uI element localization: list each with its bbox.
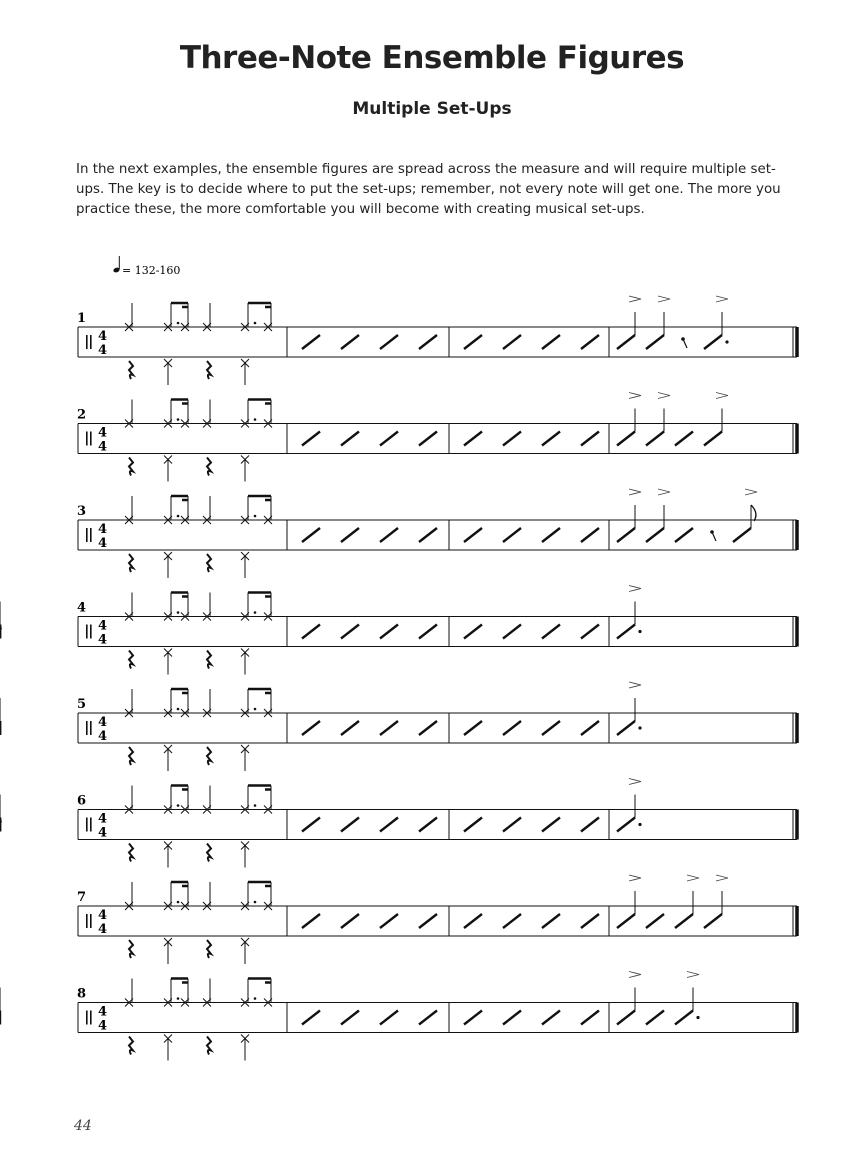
time-slash bbox=[542, 528, 560, 542]
time-signature-bottom: 4 bbox=[98, 343, 108, 358]
dot bbox=[254, 322, 257, 325]
time-signature-bottom: 4 bbox=[98, 536, 108, 551]
time-slash bbox=[302, 914, 320, 928]
time-slash bbox=[419, 335, 437, 349]
time-signature-bottom: 4 bbox=[98, 1018, 108, 1034]
time-slash bbox=[464, 1011, 482, 1025]
time-slash bbox=[542, 914, 560, 928]
percussion-clef bbox=[86, 914, 88, 928]
time-slash bbox=[341, 1011, 359, 1025]
figure-note bbox=[675, 1011, 693, 1025]
time-slash bbox=[503, 432, 521, 446]
example-number: 5 bbox=[77, 697, 87, 712]
accent-mark bbox=[687, 875, 699, 881]
time-signature-bottom: 4 bbox=[98, 632, 108, 648]
accent-mark bbox=[629, 779, 641, 785]
figure-note bbox=[646, 528, 664, 542]
time-slash bbox=[581, 335, 599, 349]
example-number: 6 bbox=[77, 793, 87, 809]
quarter-rest bbox=[129, 1037, 133, 1055]
example-number: 7 bbox=[77, 890, 87, 905]
figure-note bbox=[617, 818, 635, 832]
dot bbox=[638, 726, 641, 729]
time-slash bbox=[419, 818, 437, 832]
time-slash bbox=[419, 528, 437, 542]
dot bbox=[177, 901, 180, 904]
percussion-clef bbox=[86, 1011, 88, 1025]
time-slash bbox=[581, 528, 599, 542]
dot bbox=[254, 611, 257, 614]
accent-mark bbox=[629, 586, 641, 592]
example-number: 4 bbox=[77, 600, 87, 616]
figure-note bbox=[646, 335, 664, 349]
time-slash bbox=[419, 1011, 437, 1025]
time-slash bbox=[419, 432, 437, 446]
time-slash bbox=[464, 432, 482, 446]
time-slash bbox=[581, 625, 599, 639]
figure-note bbox=[704, 432, 722, 446]
time-slash bbox=[341, 721, 359, 735]
quarter-rest bbox=[129, 651, 133, 669]
time-slash bbox=[503, 721, 521, 735]
dot bbox=[254, 901, 257, 904]
quarter-rest bbox=[129, 940, 133, 958]
percussion-clef bbox=[90, 914, 92, 928]
time-slash bbox=[503, 1011, 521, 1025]
dot bbox=[177, 515, 180, 518]
eighth-flag bbox=[751, 505, 756, 521]
time-slash bbox=[380, 335, 398, 349]
time-slash bbox=[503, 625, 521, 639]
time-slash bbox=[503, 528, 521, 542]
time-slash bbox=[302, 528, 320, 542]
figure-note bbox=[617, 528, 635, 542]
accent-mark bbox=[745, 489, 757, 495]
time-signature-top: 4 bbox=[98, 908, 108, 923]
time-slash bbox=[503, 914, 521, 928]
time-slash bbox=[464, 721, 482, 735]
quarter-rest bbox=[207, 651, 211, 669]
accent-mark bbox=[629, 972, 641, 978]
example-system-4 bbox=[0, 586, 797, 675]
time-slash bbox=[542, 432, 560, 446]
dot bbox=[254, 997, 257, 1000]
time-slash bbox=[419, 625, 437, 639]
time-slash bbox=[380, 721, 398, 735]
percussion-clef bbox=[90, 432, 92, 446]
time-signature-top: 4 bbox=[98, 522, 108, 537]
accent-mark bbox=[629, 875, 641, 881]
percussion-clef bbox=[90, 335, 92, 349]
figure-slash bbox=[646, 1011, 664, 1025]
time-slash bbox=[380, 528, 398, 542]
time-slash bbox=[464, 625, 482, 639]
quarter-rest bbox=[207, 361, 211, 379]
percussion-clef bbox=[90, 818, 92, 832]
time-slash bbox=[542, 818, 560, 832]
quarter-rest bbox=[207, 458, 211, 476]
figure-note bbox=[733, 528, 751, 542]
quarter-rest bbox=[129, 844, 133, 862]
dot bbox=[177, 708, 180, 711]
dot bbox=[254, 804, 257, 807]
tempo-marking bbox=[113, 256, 181, 277]
time-slash bbox=[581, 1011, 599, 1025]
time-slash bbox=[419, 721, 437, 735]
time-slash bbox=[341, 335, 359, 349]
example-number: 1 bbox=[77, 311, 87, 326]
time-slash bbox=[380, 818, 398, 832]
time-slash bbox=[341, 528, 359, 542]
quarter-rest bbox=[129, 361, 133, 379]
example-system-2 bbox=[77, 393, 797, 482]
quarter-rest bbox=[207, 554, 211, 572]
time-slash bbox=[341, 914, 359, 928]
figure-note bbox=[646, 432, 664, 446]
accent-mark bbox=[658, 296, 670, 302]
time-slash bbox=[302, 818, 320, 832]
intro-paragraph: In the next examples, the ensemble figures are spread across the measure and will require multiple set-ups. The key is to decide where to put the set-ups; remember, not every note will get one. The more you practice these, the more comfortable you will become with creating musical set-ups. bbox=[76, 162, 781, 217]
time-slash bbox=[464, 818, 482, 832]
time-signature-top: 4 bbox=[98, 1004, 108, 1020]
dot bbox=[254, 418, 257, 421]
example-number: 8 bbox=[77, 986, 87, 1002]
time-signature-top: 4 bbox=[98, 618, 108, 634]
dot bbox=[177, 611, 180, 614]
time-signature-top: 4 bbox=[98, 715, 108, 730]
quarter-rest bbox=[129, 458, 133, 476]
dot bbox=[177, 804, 180, 807]
page-subtitle: Multiple Set-Ups bbox=[352, 99, 512, 119]
dot bbox=[254, 708, 257, 711]
time-slash bbox=[464, 528, 482, 542]
time-slash bbox=[302, 625, 320, 639]
time-slash bbox=[503, 818, 521, 832]
figure-note bbox=[675, 914, 693, 928]
dot bbox=[177, 322, 180, 325]
quarter-rest bbox=[207, 844, 211, 862]
percussion-clef bbox=[90, 528, 92, 542]
time-slash bbox=[581, 721, 599, 735]
figure-note bbox=[617, 1011, 635, 1025]
dot bbox=[638, 823, 641, 826]
time-signature-top: 4 bbox=[98, 811, 108, 827]
percussion-clef bbox=[86, 625, 88, 639]
time-signature-top: 4 bbox=[98, 425, 108, 441]
time-slash bbox=[542, 335, 560, 349]
example-number: 3 bbox=[77, 504, 87, 519]
time-slash bbox=[341, 625, 359, 639]
time-slash bbox=[380, 1011, 398, 1025]
time-slash bbox=[380, 625, 398, 639]
figure-note bbox=[617, 335, 635, 349]
dot bbox=[177, 997, 180, 1000]
time-slash bbox=[380, 914, 398, 928]
percussion-clef bbox=[86, 335, 88, 349]
accent-mark bbox=[629, 296, 641, 302]
time-slash bbox=[581, 432, 599, 446]
time-slash bbox=[380, 432, 398, 446]
time-slash bbox=[464, 335, 482, 349]
time-signature-bottom: 4 bbox=[98, 922, 108, 937]
figure-slash bbox=[675, 528, 693, 542]
time-slash bbox=[542, 721, 560, 735]
accent-mark bbox=[658, 489, 670, 495]
time-slash bbox=[341, 432, 359, 446]
percussion-clef bbox=[86, 818, 88, 832]
figure-note bbox=[704, 914, 722, 928]
time-slash bbox=[302, 432, 320, 446]
time-signature-top: 4 bbox=[98, 329, 108, 344]
percussion-clef bbox=[86, 432, 88, 446]
time-slash bbox=[464, 914, 482, 928]
dot bbox=[696, 1016, 699, 1019]
figure-note bbox=[704, 335, 722, 349]
time-slash bbox=[542, 625, 560, 639]
time-slash bbox=[581, 914, 599, 928]
time-slash bbox=[542, 1011, 560, 1025]
example-system-1 bbox=[77, 296, 797, 385]
page-title: Three-Note Ensemble Figures bbox=[179, 40, 685, 76]
accent-mark bbox=[716, 875, 728, 881]
percussion-clef bbox=[90, 1011, 92, 1025]
figure-note bbox=[617, 432, 635, 446]
dot bbox=[725, 340, 728, 343]
figure-note bbox=[617, 625, 635, 639]
percussion-clef bbox=[90, 721, 92, 735]
figure-slash bbox=[646, 914, 664, 928]
example-system-6 bbox=[0, 779, 797, 868]
time-signature-bottom: 4 bbox=[98, 825, 108, 841]
percussion-clef bbox=[90, 625, 92, 639]
time-slash bbox=[302, 1011, 320, 1025]
accent-mark bbox=[629, 393, 641, 399]
accent-mark bbox=[716, 393, 728, 399]
accent-mark bbox=[716, 296, 728, 302]
figure-note bbox=[617, 914, 635, 928]
time-slash bbox=[581, 818, 599, 832]
eighth-rest bbox=[683, 339, 687, 348]
accent-mark bbox=[629, 682, 641, 688]
time-slash bbox=[419, 914, 437, 928]
quarter-rest bbox=[207, 940, 211, 958]
time-signature-bottom: 4 bbox=[98, 439, 108, 455]
accent-mark bbox=[687, 972, 699, 978]
accent-mark bbox=[658, 393, 670, 399]
time-slash bbox=[302, 721, 320, 735]
time-signature-bottom: 4 bbox=[98, 729, 108, 744]
time-slash bbox=[341, 818, 359, 832]
dot bbox=[638, 630, 641, 633]
example-number: 2 bbox=[77, 407, 87, 423]
figure-note bbox=[617, 721, 635, 735]
accent-mark bbox=[629, 489, 641, 495]
time-slash bbox=[503, 335, 521, 349]
quarter-rest bbox=[207, 747, 211, 765]
page-number: 44 bbox=[74, 1118, 92, 1134]
quarter-rest bbox=[207, 1037, 211, 1055]
quarter-rest bbox=[129, 747, 133, 765]
example-system-3 bbox=[77, 489, 797, 578]
figure-slash bbox=[675, 432, 693, 446]
percussion-clef bbox=[86, 721, 88, 735]
example-system-5 bbox=[0, 682, 797, 771]
example-system-8 bbox=[0, 972, 797, 1061]
time-slash bbox=[302, 335, 320, 349]
example-system-7 bbox=[77, 875, 797, 964]
dot bbox=[254, 515, 257, 518]
percussion-clef bbox=[86, 528, 88, 542]
dot bbox=[177, 418, 180, 421]
quarter-rest bbox=[129, 554, 133, 572]
tempo-text: = 132-160 bbox=[122, 264, 181, 277]
eighth-rest bbox=[712, 532, 716, 541]
